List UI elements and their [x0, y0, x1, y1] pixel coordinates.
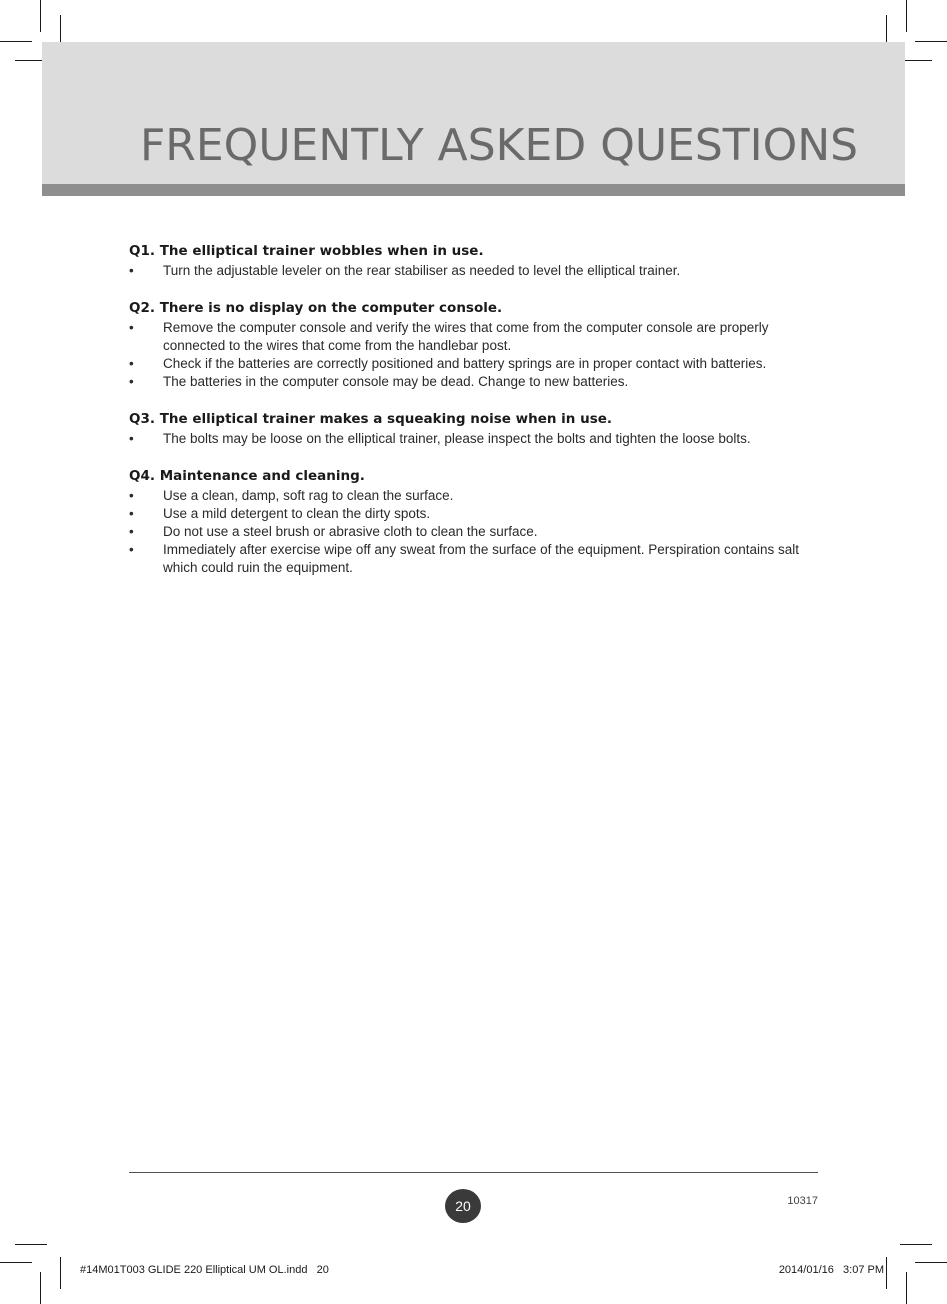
faq-answer	[129, 541, 819, 577]
bullet-icon: •	[129, 488, 134, 503]
bullet-icon: •	[129, 431, 134, 446]
footer-divider	[129, 1172, 818, 1173]
bullet-icon: •	[129, 320, 134, 335]
faq-answer-text: Use a clean, damp, soft rag to clean the surface.	[163, 488, 454, 503]
document-code: 10317	[787, 1195, 818, 1207]
crop-mark	[915, 41, 947, 42]
faq-answer	[129, 373, 819, 391]
faq-answer	[129, 523, 819, 541]
bullet-icon: •	[129, 542, 134, 557]
crop-mark	[886, 1257, 887, 1289]
faq-question: Q1. The elliptical trainer wobbles when in use.	[129, 243, 484, 259]
faq-answer	[129, 262, 819, 280]
faq-answer-text: Check if the batteries are correctly positioned and battery springs are in proper contact with batteries.	[163, 356, 767, 371]
faq-answer-list	[129, 262, 819, 280]
crop-mark	[906, 1272, 907, 1304]
faq-item-q2	[129, 299, 819, 391]
crop-mark	[15, 1244, 47, 1245]
crop-mark	[906, 0, 907, 32]
faq-answer-text: Immediately after exercise wipe off any sweat from the surface of the equipment. Perspiration contains salt which could ruin the equipment.	[163, 542, 800, 575]
faq-answer-text: Use a mild detergent to clean the dirty spots.	[163, 506, 431, 521]
print-slug-timestamp: 2014/01/16 3:07 PM	[778, 1264, 884, 1276]
crop-mark	[40, 0, 41, 32]
faq-question: Q4. Maintenance and cleaning.	[129, 468, 365, 484]
faq-question: Q3. The elliptical trainer makes a squeaking noise when in use.	[129, 411, 613, 427]
crop-mark	[40, 1272, 41, 1304]
faq-item-q3	[129, 410, 819, 448]
faq-item-q1	[129, 242, 819, 280]
faq-answer	[129, 487, 819, 505]
crop-mark	[0, 41, 32, 42]
page-number-badge: 20	[445, 1189, 481, 1223]
faq-answer	[129, 505, 819, 523]
faq-answer-text: Turn the adjustable leveler on the rear stabiliser as needed to level the elliptical trainer.	[163, 263, 681, 278]
faq-answer-text: Remove the computer console and verify the wires that come from the computer console are properly connected to the wires that come from the handlebar post.	[163, 320, 769, 353]
bullet-icon: •	[129, 524, 134, 539]
faq-question: Q2. There is no display on the computer console.	[129, 300, 503, 316]
faq-answer	[129, 319, 819, 355]
faq-answer	[129, 430, 819, 448]
bullet-icon: •	[129, 263, 134, 278]
bullet-icon: •	[129, 374, 134, 389]
faq-answer-list	[129, 487, 819, 577]
crop-mark	[915, 1262, 947, 1263]
print-slug-filename: #14M01T003 GLIDE 220 Elliptical UM OL.indd 20	[80, 1264, 329, 1276]
page-title: FREQUENTLY ASKED QUESTIONS	[140, 120, 859, 171]
bullet-icon: •	[129, 506, 134, 521]
crop-mark	[60, 1257, 61, 1289]
faq-answer-text: The bolts may be loose on the elliptical trainer, please inspect the bolts and tighten the loose bolts.	[163, 431, 751, 446]
faq-answer	[129, 355, 819, 373]
bullet-icon: •	[129, 356, 134, 371]
faq-list	[129, 242, 819, 596]
faq-answer-text: Do not use a steel brush or abrasive cloth to clean the surface.	[163, 524, 538, 539]
header-accent-bar	[42, 184, 905, 196]
faq-answer-list	[129, 319, 819, 391]
faq-answer-list	[129, 430, 819, 448]
faq-answer-text: The batteries in the computer console may be dead. Change to new batteries.	[163, 374, 629, 389]
faq-item-q4	[129, 467, 819, 577]
crop-mark	[900, 1244, 932, 1245]
crop-mark	[0, 1262, 32, 1263]
